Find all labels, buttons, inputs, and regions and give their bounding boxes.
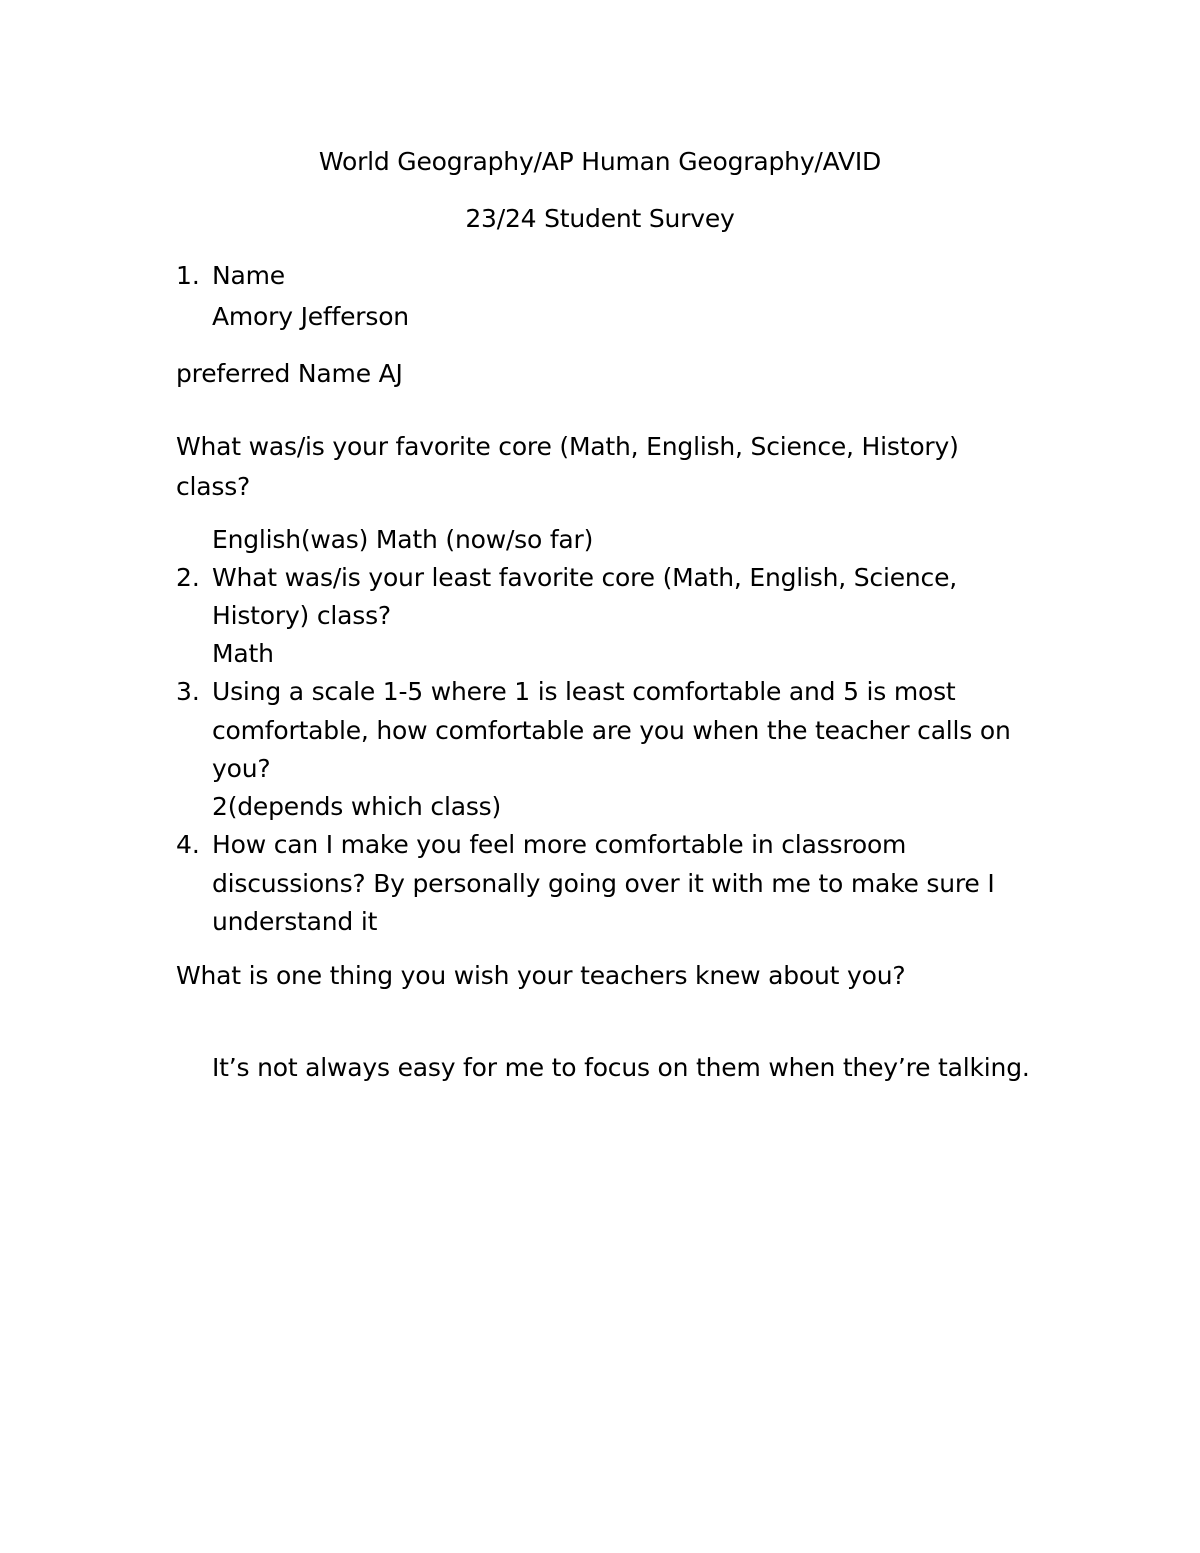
q4-line3: understand it [212,907,378,936]
q3-answer: 2(depends which class) [212,792,502,821]
q3-number: 3. [176,677,200,706]
document-title: World Geography/AP Human Geography/AVID [318,147,882,176]
preferred-name: preferred Name AJ [176,359,403,388]
document-subtitle: 23/24 Student Survey [465,204,735,233]
favorite-core-question-line2: class? [176,472,251,501]
q4-number: 4. [176,830,200,859]
favorite-core-question-line1: What was/is your favorite core (Math, English, Science, History) [176,432,959,461]
q1-answer: Amory Jefferson [212,302,409,331]
wish-question: What is one thing you wish your teachers knew about you? [176,961,906,990]
q2-answer: Math [212,639,274,668]
q4-line1: How can I make you feel more comfortable in classroom [212,830,907,859]
wish-answer: It’s not always easy for me to focus on them when they’re talking. [212,1053,1030,1082]
q2-question-line1: What was/is your least favorite core (Math, English, Science, [212,563,958,592]
q4-line2: discussions? By personally going over it with me to make sure I [212,869,995,898]
q1-label: Name [212,261,285,290]
q2-question-line2: History) class? [212,601,391,630]
q3-question-line3: you? [212,754,271,783]
favorite-core-answer: English(was) Math (now/so far) [212,525,594,554]
q3-question-line2: comfortable, how comfortable are you when the teacher calls on [212,716,1011,745]
q2-number: 2. [176,563,200,592]
q1-number: 1. [176,261,200,290]
q3-question-line1: Using a scale 1-5 where 1 is least comfortable and 5 is most [212,677,956,706]
